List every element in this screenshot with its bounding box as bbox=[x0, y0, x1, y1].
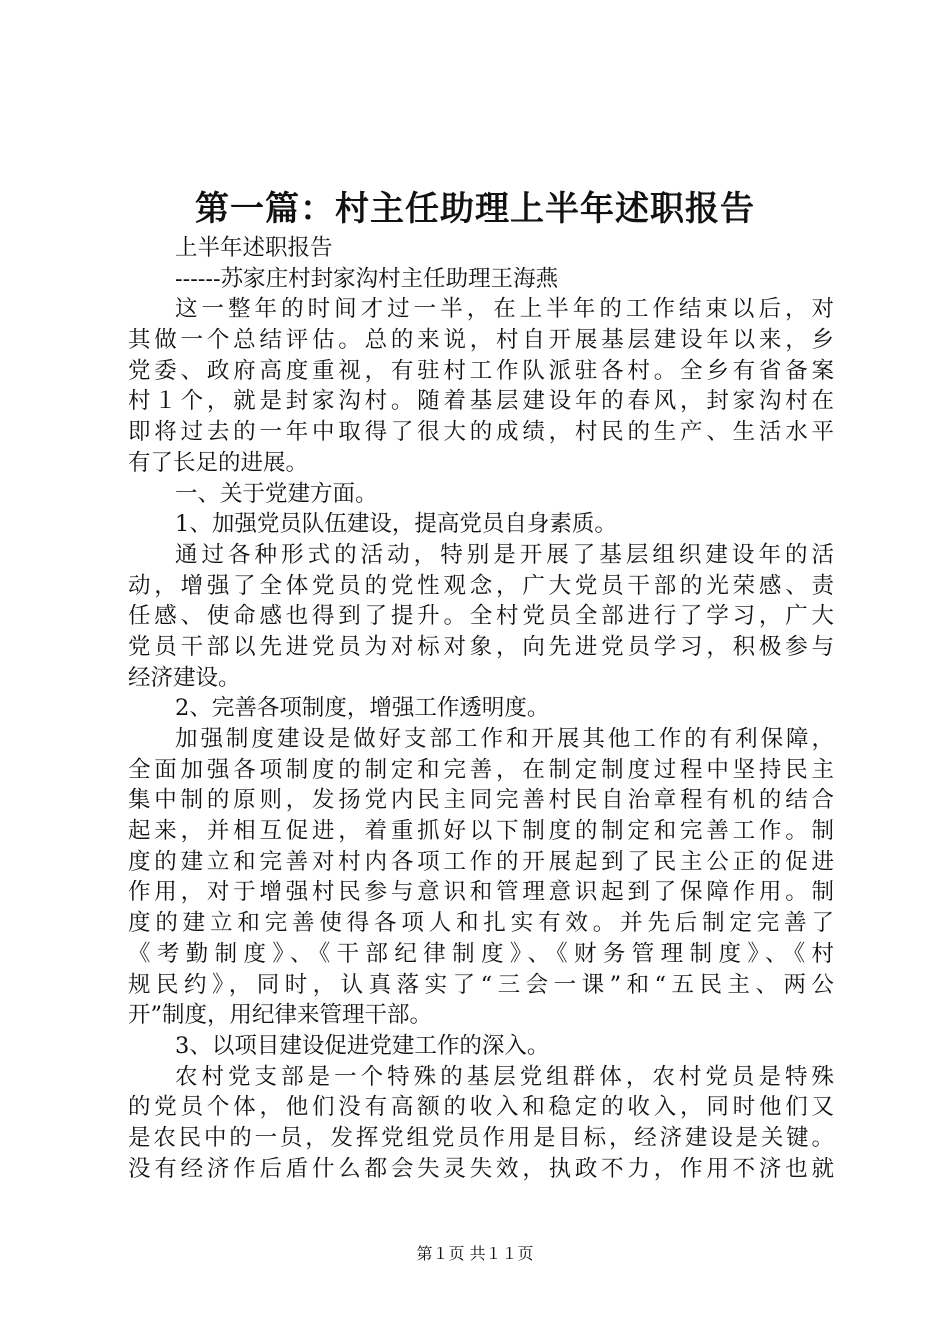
paragraph-line: 集中制的原则，发扬党内民主同完善村民自治章程有机的结合 bbox=[128, 787, 834, 814]
paragraph-line: 开”制度，用纪律来管理干部。 bbox=[128, 1002, 433, 1029]
paragraph-line: 度的建立和完善使得各项人和扎实有效。并先后制定完善了 bbox=[128, 910, 834, 937]
paragraph-line: 加强制度建设是做好支部工作和开展其他工作的有利保障， bbox=[175, 726, 834, 752]
paragraph-line: 动，增强了全体党员的党性观念，广大党员干部的光荣感、责 bbox=[128, 572, 834, 599]
paragraph-line: 没有经济作后盾什么都会失灵失效，执政不力，作用不济也就 bbox=[128, 1155, 834, 1182]
paragraph-line: 其做一个总结评估。总的来说，村自开展基层建设年以来，乡 bbox=[128, 327, 834, 354]
author-line: ------苏家庄村封家沟村主任助理王海燕 bbox=[175, 265, 559, 292]
paragraph-line: 村１个，就是封家沟村。随着基层建设年的春风，封家沟村在 bbox=[128, 388, 834, 415]
subsection-heading: 1、加强党员队伍建设，提高党员自身素质。 bbox=[175, 511, 617, 538]
paragraph-line: 农村党支部是一个特殊的基层党组群体，农村党员是特殊 bbox=[175, 1063, 834, 1090]
paragraph-line: 通过各种形式的活动，特别是开展了基层组织建设年的活 bbox=[175, 541, 834, 568]
paragraph-line: 起来，并相互促进，着重抓好以下制度的制定和完善工作。制 bbox=[128, 818, 834, 845]
section-heading: 一、关于党建方面。 bbox=[175, 480, 378, 507]
document-body bbox=[128, 233, 834, 1184]
paragraph-line: 任感、使命感也得到了提升。全村党员全部进行了学习，广大 bbox=[128, 603, 834, 630]
paragraph-line: 全面加强各项制度的制定和完善，在制定制度过程中坚持民主 bbox=[128, 756, 834, 783]
subsection-heading: 3、以项目建设促进党建工作的深入。 bbox=[175, 1032, 550, 1059]
paragraph-line: 的党员个体，他们没有高额的收入和稳定的收入，同时他们又 bbox=[128, 1094, 834, 1121]
page-number-footer: 第１页 共１１页 bbox=[416, 1244, 534, 1263]
paragraph-line: 度的建立和完善对村内各项工作的开展起到了民主公正的促进 bbox=[128, 848, 834, 875]
paragraph-line: 作用，对于增强村民参与意识和管理意识起到了保障作用。制 bbox=[128, 879, 834, 906]
paragraph-line: 规民约》，同时，认真落实了“三会一课”和“五民主、两公 bbox=[128, 971, 834, 998]
subtitle-line: 上半年述职报告 bbox=[175, 235, 333, 261]
paragraph-line: 这一整年的时间才过一半，在上半年的工作结束以后，对 bbox=[175, 296, 834, 323]
document-title: 第一篇：村主任助理上半年述职报告 bbox=[195, 189, 755, 229]
paragraph-line: 党委、政府高度重视，有驻村工作队派驻各村。全乡有省备案 bbox=[128, 357, 834, 384]
paragraph-line: 党员干部以先进党员为对标对象，向先进党员学习，积极参与 bbox=[128, 633, 834, 660]
paragraph-line: 《考勤制度》、《干部纪律制度》、《财务管理制度》、《村 bbox=[128, 940, 834, 967]
paragraph-line: 有了长足的进展。 bbox=[128, 449, 309, 476]
paragraph-line: 经济建设。 bbox=[128, 664, 241, 691]
paragraph-line: 即将过去的一年中取得了很大的成绩，村民的生产、生活水平 bbox=[128, 419, 834, 446]
paragraph-line: 是农民中的一员，发挥党组党员作用是目标，经济建设是关键。 bbox=[128, 1124, 834, 1151]
subsection-heading: 2、完善各项制度，增强工作透明度。 bbox=[175, 695, 550, 722]
